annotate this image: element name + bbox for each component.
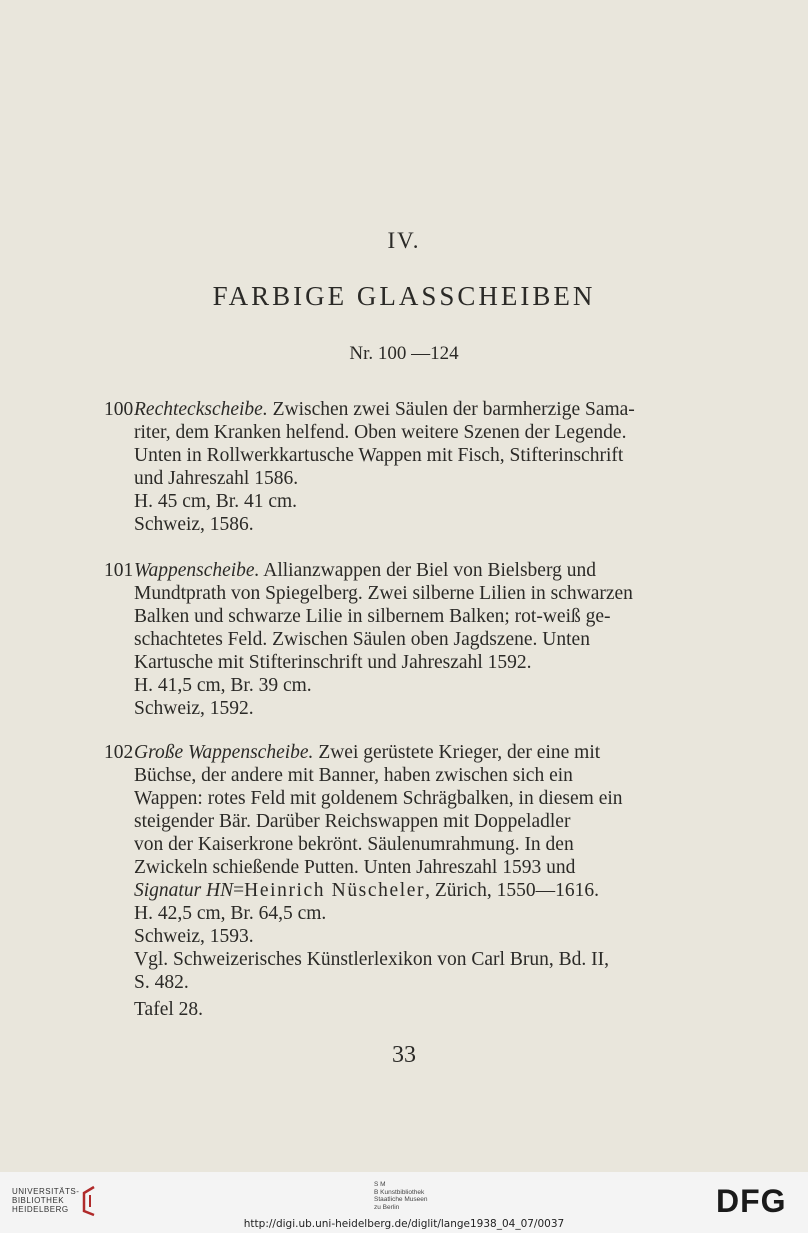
entry-text: Zwei gerüstete Krieger, der eine mit [313,742,601,763]
entry-origin: Schweiz, 1592. [134,698,254,719]
smb-logo-line: Staatliche Museen [374,1196,428,1203]
entry-type: Wappenscheibe. [134,560,260,581]
entry-signature-line [134,879,644,902]
entry-dimensions: H. 45 cm, Br. 41 cm. [134,491,298,512]
page-title: FARBIGE GLASSCHEIBEN [212,281,596,311]
entry-number: 100 [104,399,134,420]
entry-dimensions: H. 41,5 cm, Br. 39 cm. [134,675,312,696]
entry-line: Büchse, der andere mit Banner, haben zwischen sich ein [134,765,573,786]
entry-line: Wappen: rotes Feld mit goldenem Schrägbalken, in diesem ein [134,788,623,809]
entry-text: Zwischen zwei Säulen der barmherzige Sama- [267,399,635,420]
entry-dimensions: H. 42,5 cm, Br. 64,5 cm. [134,903,327,924]
entry-line [134,559,644,582]
entry-type: Rechteckscheibe. [134,399,268,420]
entry-line: Kartusche mit Stifterinschrift und Jahreszahl 1592. [134,652,532,673]
dfg-logo[interactable]: DFG [716,1183,787,1219]
entry-line: Unten in Rollwerkkartusche Wappen mit Fisch, Stifterinschrift [134,445,624,466]
ub-logo-line: HEIDELBERG [12,1205,69,1214]
entry-number: 102 [104,742,134,763]
entry-origin: Schweiz, 1586. [134,514,254,535]
catalog-entry-102 [104,741,644,1021]
entry-type: Große Wappenscheibe. [134,742,314,763]
entry-line: Zwickeln schießende Putten. Unten Jahreszahl 1593 und [134,857,576,878]
equals-sign: = [233,880,245,901]
entry-range: Nr. 100 —124 [349,343,459,364]
entry-reference-page: S. 482. [134,972,189,993]
entry-line [134,398,644,421]
entry-line: von der Kaiserkrone bekrönt. Säulenumrahmung. In den [134,834,574,855]
entry-line: Mundtprath von Spiegelberg. Zwei silberne Lilien in schwarzen [134,583,633,604]
entry-reference: Vgl. Schweizerisches Künstlerlexikon von Carl Brun, Bd. II, [134,949,609,970]
entry-plate: Tafel 28. [134,999,204,1020]
ub-emblem-icon [80,1185,96,1217]
entry-line: Balken und schwarze Lilie in silbernem Balken; rot-weiß ge- [134,606,611,627]
entry-line [134,741,644,764]
entry-line: riter, dem Kranken helfend. Oben weitere Szenen der Legende. [134,422,627,443]
signature-label: Signatur HN [134,880,234,901]
catalog-entry-101 [104,559,644,720]
ub-logo-line: BIBLIOTHEK [12,1196,65,1205]
entry-line: steigender Bär. Darüber Reichswappen mit Doppeladler [134,811,571,832]
smb-logo-line: zu Berlin [374,1203,400,1211]
entry-line: schachtetes Feld. Zwischen Säulen oben Jagdszene. Unten [134,629,590,650]
smb-kunstbibliothek-logo[interactable] [374,1181,427,1211]
entry-text: Allianzwappen der Biel von Bielsberg und [259,560,596,581]
ub-heidelberg-logo[interactable] [12,1187,79,1214]
chapter-number: IV. [387,228,421,253]
smb-logo-line: S M [374,1181,386,1188]
entry-text: , Zürich, 1550—1616. [425,880,599,901]
catalog-entry-100 [104,398,644,536]
smb-logo-line: B Kunstbibliothek [374,1188,425,1196]
entry-line: und Jahreszahl 1586. [134,468,299,489]
entry-origin: Schweiz, 1593. [134,926,254,947]
artist-name: Heinrich Nüscheler [244,880,426,901]
permalink-url[interactable]: http://digi.ub.uni-heidelberg.de/diglit/lange1938_04_07/0037 [243,1218,565,1230]
ub-logo-line: UNIVERSITÄTS- [12,1187,80,1196]
page-number: 33 [392,1042,416,1068]
entry-number: 101 [104,560,134,581]
